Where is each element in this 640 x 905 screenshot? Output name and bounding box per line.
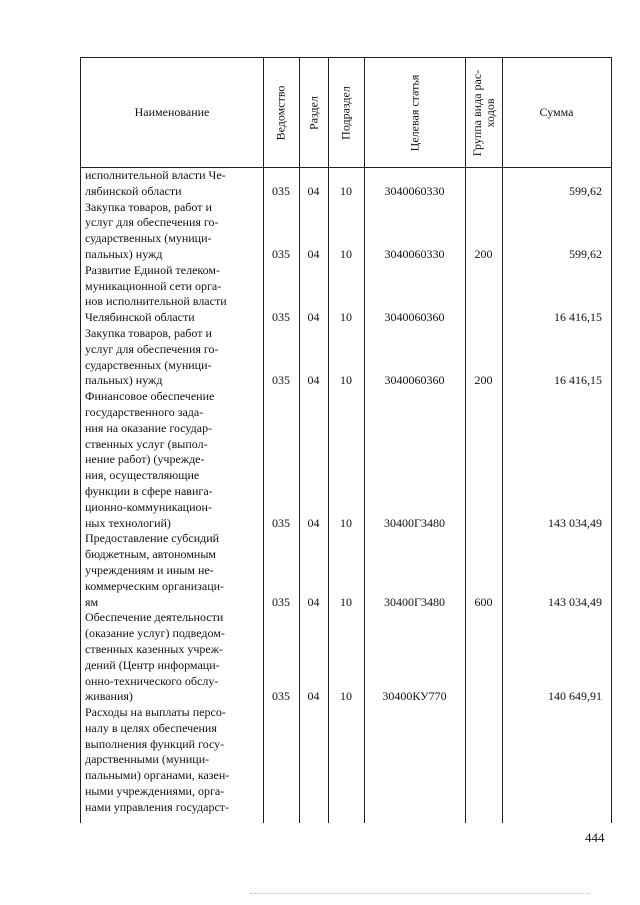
row-name-line: коммерческим организаци-: [85, 578, 225, 593]
row-name-line: Закупка товаров, работ и: [85, 199, 212, 214]
table-body: [81, 168, 611, 816]
row-values: [263, 515, 611, 531]
row-name-line: услуг для обеспечения го-: [85, 341, 219, 356]
vedomstvo-cell: 035: [272, 310, 290, 325]
table-row: [81, 200, 611, 263]
row-name-line: живания): [85, 689, 133, 704]
page-number: 444: [585, 830, 605, 845]
row-name: [81, 531, 263, 610]
row-name-line: сударственных (муници-: [85, 231, 212, 246]
row-name-line: Обеспечение деятельности: [85, 610, 224, 625]
row-name-line: дарственными (муници-: [85, 752, 210, 767]
table-row: [81, 168, 611, 200]
row-name-line: (оказание услуг) подведом-: [85, 626, 225, 641]
vedomstvo-cell: 035: [272, 594, 290, 609]
row-name-line: функции в сфере навига-: [85, 483, 213, 498]
row-name: [81, 610, 263, 705]
podrazdel-cell: 10: [340, 689, 352, 704]
row-name-line: дений (Центр информаци-: [85, 657, 220, 672]
celevaya-cell: 30400КУ770: [382, 689, 447, 704]
podrazdel-cell: 10: [340, 594, 352, 609]
podrazdel-cell: 10: [340, 183, 352, 198]
header-gruppa-label: [471, 69, 497, 155]
row-name-line: Финансовое обеспечение: [85, 389, 215, 404]
vedomstvo-cell: 035: [272, 515, 290, 530]
row-values: [263, 184, 611, 200]
razdel-cell: 04: [307, 183, 320, 198]
celevaya-cell: 3040060360: [384, 310, 445, 325]
table-row: [81, 531, 611, 610]
table-row: [81, 389, 611, 531]
row-name-line: нами управления государст-: [85, 799, 230, 814]
header-gruppa-line2: ходов: [482, 98, 497, 127]
header-name: [81, 58, 263, 167]
vedomstvo-cell: 035: [272, 373, 290, 388]
row-values: [263, 689, 611, 705]
row-name-line: Закупка товаров, работ и: [85, 325, 212, 340]
table-row: [81, 610, 611, 705]
header-podrazdel: [328, 58, 364, 167]
row-values: [263, 594, 611, 610]
row-name: [81, 200, 263, 263]
razdel-cell: 04: [307, 373, 320, 388]
header-gruppa: [465, 58, 502, 167]
table-row: [81, 263, 611, 326]
table-row: [81, 326, 611, 389]
scan-artifact-dots: [250, 893, 590, 896]
celevaya-cell: 3040060360: [384, 373, 445, 388]
row-name-line: выполнения функций госу-: [85, 736, 225, 751]
header-name-label: Наименование: [134, 105, 210, 119]
razdel-cell: 04: [307, 594, 320, 609]
row-name-line: пальных) нужд: [85, 246, 163, 261]
celevaya-cell: 30400Г3480: [384, 515, 445, 530]
row-name: [81, 168, 263, 200]
row-name-line: муникационной сети орга-: [85, 278, 222, 293]
summa-cell: 599,62: [569, 246, 602, 261]
budget-table: [80, 57, 612, 823]
row-name-line: онно-технического обслу-: [85, 673, 219, 688]
row-values: [263, 247, 611, 263]
header-vedomstvo-label: Ведомство: [273, 85, 288, 140]
gruppa-cell: 200: [474, 373, 493, 388]
header-summa: [502, 58, 611, 167]
vedomstvo-cell: 035: [272, 689, 290, 704]
row-name-line: услуг для обеспечения го-: [85, 215, 219, 230]
row-name: [81, 389, 263, 531]
gruppa-cell: 600: [474, 594, 493, 609]
header-celevaya: [364, 58, 465, 167]
row-name-line: Развитие Единой телеком-: [85, 262, 220, 277]
podrazdel-cell: 10: [340, 246, 352, 261]
gruppa-cell: 200: [474, 246, 493, 261]
row-name-line: налу в целях обеспечения: [85, 720, 217, 735]
row-name-line: сударственных (муници-: [85, 357, 212, 372]
row-name: [81, 705, 263, 816]
row-name: [81, 263, 263, 326]
row-values: [263, 373, 611, 389]
row-name-line: бюджетным, автономным: [85, 547, 216, 562]
header-celevaya-label: Целевая статья: [407, 74, 421, 151]
celevaya-cell: 3040060330: [384, 183, 445, 198]
podrazdel-cell: 10: [340, 310, 352, 325]
summa-cell: 143 034,49: [548, 594, 602, 609]
vedomstvo-cell: 035: [272, 246, 290, 261]
razdel-cell: 04: [307, 689, 320, 704]
table-row: [81, 705, 611, 816]
row-name-line: ными учреждениями, орга-: [85, 784, 225, 799]
header-razdel-label: Раздел: [306, 95, 320, 130]
header-vedomstvo: [263, 58, 299, 167]
header-razdel: [299, 58, 328, 167]
row-name-line: Предоставление субсидий: [85, 531, 220, 546]
row-name-line: Челябинской области: [85, 310, 195, 325]
celevaya-cell: 30400Г3480: [384, 594, 445, 609]
podrazdel-cell: 10: [340, 373, 352, 388]
header-gruppa-line1: Группа вида рас-: [469, 69, 484, 156]
row-name-line: ных технологий): [85, 515, 171, 530]
podrazdel-cell: 10: [340, 515, 352, 530]
summa-cell: 16 416,15: [554, 373, 602, 388]
row-name-line: исполнительной власти Че-: [85, 168, 226, 182]
table-header: [81, 58, 611, 168]
row-name-line: пальными) органами, казен-: [85, 768, 230, 783]
row-values: [263, 800, 611, 816]
header-summa-label: Сумма: [539, 105, 574, 119]
row-name-line: Расходы на выплаты персо-: [85, 705, 226, 720]
row-name-line: ственных казенных учреж-: [85, 641, 223, 656]
summa-cell: 140 649,91: [548, 689, 602, 704]
vedomstvo-cell: 035: [272, 183, 290, 198]
row-name-line: ния на оказание государ-: [85, 420, 213, 435]
row-name-line: ственных услуг (выпол-: [85, 436, 208, 451]
row-name-line: ям: [85, 594, 99, 609]
razdel-cell: 04: [307, 246, 320, 261]
row-name-line: государственного зада-: [85, 404, 204, 419]
row-name-line: нов исполнительной власти: [85, 294, 227, 309]
header-podrazdel-label: Подраздел: [338, 85, 353, 140]
row-name: [81, 326, 263, 389]
razdel-cell: 04: [307, 310, 320, 325]
summa-cell: 143 034,49: [548, 515, 602, 530]
razdel-cell: 04: [307, 515, 320, 530]
row-name-line: ния, осуществляющие: [85, 468, 200, 483]
row-name-line: нение работ) (учрежде-: [85, 452, 205, 467]
row-name-line: пальных) нужд: [85, 373, 163, 388]
celevaya-cell: 3040060330: [384, 246, 445, 261]
row-values: [263, 310, 611, 326]
row-name-line: ционно-коммуникацион-: [85, 499, 212, 514]
row-name-line: учреждениям и иным не-: [85, 562, 214, 577]
summa-cell: 16 416,15: [554, 310, 602, 325]
row-name-line: лябинской области: [85, 183, 182, 198]
summa-cell: 599,62: [569, 183, 602, 198]
